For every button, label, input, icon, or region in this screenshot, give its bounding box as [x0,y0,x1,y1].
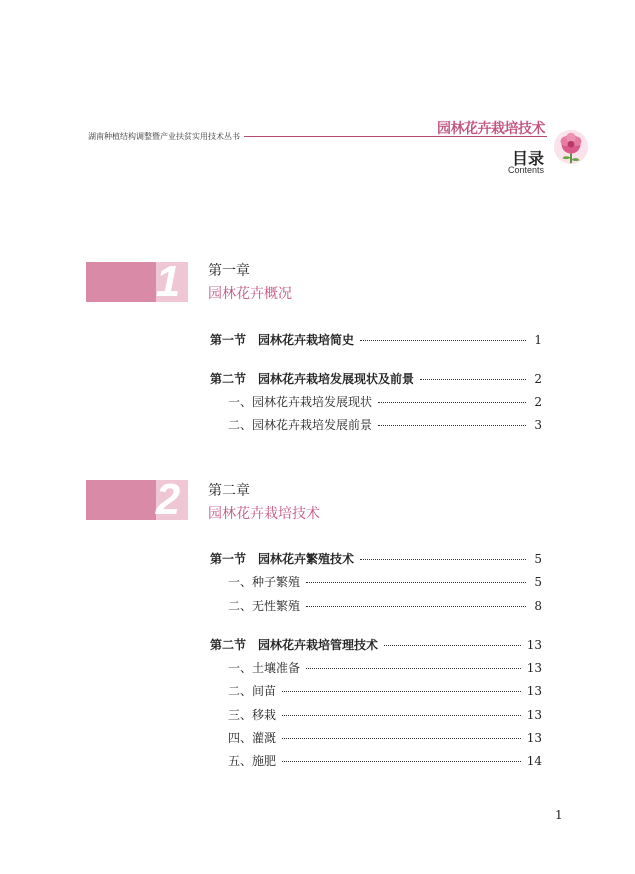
toc-entry[interactable] [228,416,542,434]
toc-title: 目录 [511,149,544,168]
entry-label: 第一节 园林花卉栽培简史 [210,333,355,347]
entry-page: 14 [526,754,542,768]
toc-entry[interactable] [210,331,542,349]
leader-dots [378,402,526,403]
series-title: 湖南种植结构调整暨产业扶贫实用技术丛书 [88,132,240,141]
entry-label: 三、移栽 [228,708,277,722]
entry-label: 第二节 园林花卉栽培发展现状及前景 [210,372,415,386]
page-number: 1 [555,808,563,822]
entry-page: 2 [534,372,542,386]
entry-page: 1 [534,333,542,347]
entry-page: 8 [534,599,542,613]
toc-entry[interactable] [228,752,542,770]
toc-entry[interactable] [210,550,542,568]
chapter-title: 园林花卉概况 [208,286,292,302]
entry-label: 第二节 园林花卉栽培管理技术 [210,638,379,652]
entry-label: 五、施肥 [228,754,277,768]
entry-label: 一、园林花卉栽培发展现状 [228,395,373,409]
chapter-2-band [86,475,188,524]
entry-page: 3 [534,418,542,432]
entry-page: 2 [534,395,542,409]
entry-page: 5 [534,552,542,566]
leader-dots [384,645,521,646]
toc-subtitle: Contents [507,165,544,175]
leader-dots [360,559,526,560]
entry-label: 一、土壤准备 [228,661,301,675]
leader-dots [360,340,526,341]
entry-page: 13 [526,731,542,745]
entry-page: 13 [526,661,542,675]
leader-dots [378,425,526,426]
leader-dots [282,738,521,739]
toc-entry[interactable] [228,659,542,677]
entry-page: 5 [534,575,542,589]
entry-label: 二、无性繁殖 [228,599,301,613]
chapter-label: 第二章 [208,483,250,499]
toc-entry[interactable] [228,573,542,591]
entry-label: 二、园林花卉栽培发展前景 [228,418,373,432]
chapter-label: 第一章 [208,263,250,279]
toc-entry[interactable] [228,706,542,724]
leader-dots [306,582,526,583]
chapter-title: 园林花卉栽培技术 [208,506,320,522]
chapter-number: 1 [155,257,181,306]
leader-dots [282,715,521,716]
entry-page: 13 [526,708,542,722]
toc-entry[interactable] [228,682,542,700]
entry-label: 四、灌溉 [228,731,277,745]
toc-entry[interactable] [228,729,542,747]
leader-dots [282,691,521,692]
chapter-1-band [86,257,188,306]
leader-dots [306,606,526,607]
entry-label: 二、间苗 [228,684,277,698]
flower-icon [552,128,590,166]
leader-dots [420,379,526,380]
leader-dots [306,668,521,669]
toc-entry[interactable] [210,636,542,654]
entry-label: 第一节 园林花卉繁殖技术 [210,552,355,566]
toc-entry[interactable] [228,393,542,411]
entry-page: 13 [526,638,542,652]
toc-entry[interactable] [228,597,542,615]
leader-dots [282,761,521,762]
chapter-number: 2 [155,475,181,524]
toc-entry[interactable] [210,370,542,388]
book-title: 园林花卉栽培技术 [437,121,545,137]
entry-page: 13 [526,684,542,698]
entry-label: 一、种子繁殖 [228,575,301,589]
